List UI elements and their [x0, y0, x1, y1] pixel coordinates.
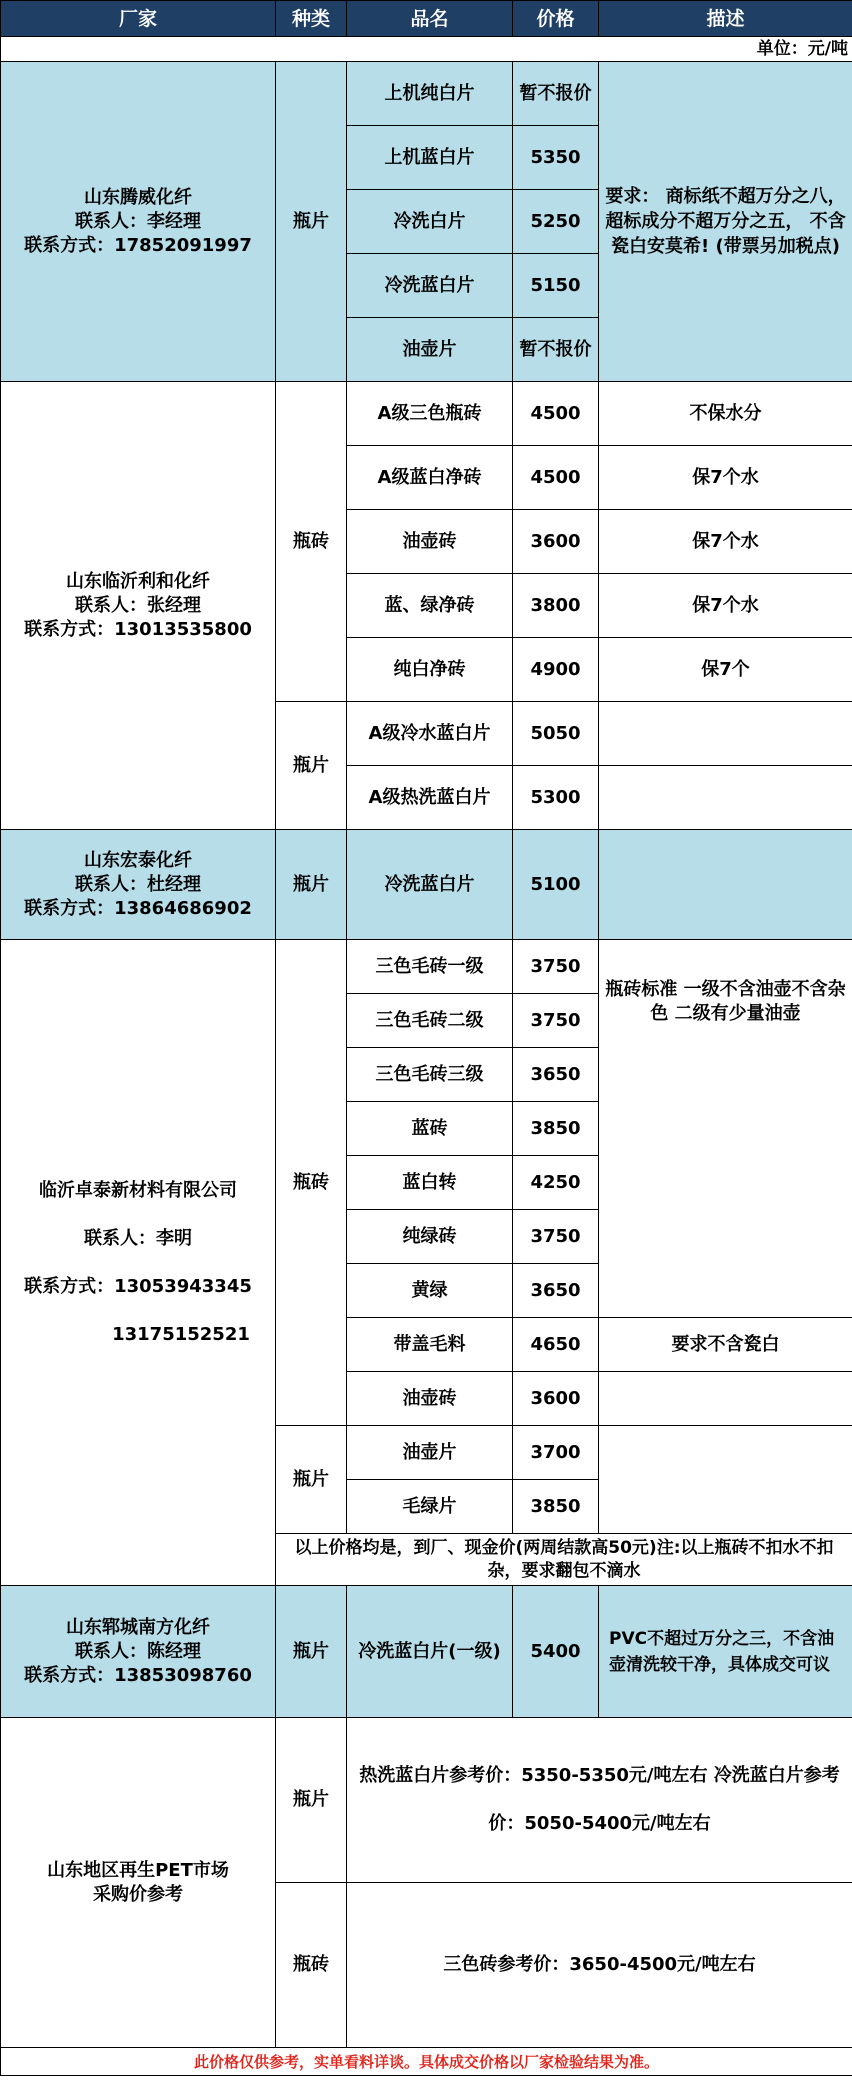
supplier-phone-2: 13175152521: [112, 1323, 250, 1345]
product-name: A级热洗蓝白片: [347, 766, 513, 830]
supplier-info: [1, 830, 276, 940]
product-price: 4500: [513, 382, 599, 446]
supplier-phone: 联系方式：13853098760: [24, 1664, 252, 1686]
product-price: 4250: [513, 1156, 599, 1210]
supplier-info: [1, 940, 276, 1586]
product-desc: 不保水分: [599, 382, 852, 446]
product-name: 纯绿砖: [347, 1210, 513, 1264]
supplier-phone: 联系方式：13013535800: [24, 618, 252, 640]
product-desc: 保7个水: [599, 446, 852, 510]
product-name: 三色毛砖二级: [347, 994, 513, 1048]
table-row: [1, 62, 852, 126]
product-name: 冷洗白片: [347, 190, 513, 254]
product-name: A级三色瓶砖: [347, 382, 513, 446]
table-row: [1, 940, 852, 994]
product-price: 3750: [513, 1210, 599, 1264]
supplier-contact: 联系人：陈经理: [75, 1640, 201, 1662]
product-type: 瓶片: [276, 62, 347, 382]
brick-standard-desc: [599, 940, 852, 1318]
product-name: 冷洗蓝白片: [347, 254, 513, 318]
product-type: 瓶砖: [276, 1883, 347, 2048]
product-price: 3600: [513, 1372, 599, 1426]
header-price: 价格: [513, 1, 599, 37]
product-name: A级冷水蓝白片: [347, 702, 513, 766]
desc-line: 不含瓷白安莫希!: [611, 211, 846, 257]
supplier-phone: 联系方式：13864686902: [24, 897, 252, 919]
product-price: 5250: [513, 190, 599, 254]
product-name: A级蓝白净砖: [347, 446, 513, 510]
desc-line: 二级有少量油壶: [674, 1003, 801, 1024]
supplier-name: 山东临沂利和化纤: [66, 570, 210, 592]
product-type: 瓶砖: [276, 940, 347, 1426]
supplier-info: [1, 382, 276, 830]
supplier-contact: 联系人：李明: [84, 1227, 192, 1249]
supplier-info: [1, 1586, 276, 1718]
product-price: 3650: [513, 1048, 599, 1102]
product-desc: [599, 1372, 852, 1426]
desc-line: 超标成分不超万分之五，: [605, 211, 804, 232]
header-type: 种类: [276, 1, 347, 37]
supplier-name: 山东郓城南方化纤: [66, 1616, 210, 1638]
product-price: 4650: [513, 1318, 599, 1372]
product-price: 3850: [513, 1480, 599, 1534]
product-name: 冷洗蓝白片: [347, 830, 513, 940]
reference-prices: [347, 1883, 852, 2048]
supplier-contact: 联系人：杜经理: [75, 873, 201, 895]
desc-line: (带票另加税点): [715, 236, 840, 257]
product-desc: [599, 702, 852, 766]
market-name: 山东地区再生PET市场: [47, 1859, 229, 1881]
reference-line: 三色砖参考价：3650-4500元/吨左右: [443, 1954, 756, 1975]
product-price: 5300: [513, 766, 599, 830]
product-name: 蓝、绿净砖: [347, 574, 513, 638]
product-price: 3750: [513, 940, 599, 994]
product-desc: 保7个水: [599, 510, 852, 574]
reference-line: 冷洗蓝白片参考价：5050-5400元/吨左右: [488, 1765, 840, 1834]
product-desc: [599, 766, 852, 830]
desc-line: 商标纸不超万分之八，: [665, 186, 846, 207]
supplier-info: [1, 62, 276, 382]
product-price: 5050: [513, 702, 599, 766]
product-name: 上机蓝白片: [347, 126, 513, 190]
supplier-phone: 联系方式：13053943345: [24, 1275, 252, 1297]
product-name: 三色毛砖三级: [347, 1048, 513, 1102]
product-type: 瓶片: [276, 830, 347, 940]
supplier-name: 山东宏泰化纤: [84, 849, 192, 871]
product-name: 蓝砖: [347, 1102, 513, 1156]
price-terms-note: 以上价格均是，到厂、现金价(两周结款高50元)注:以上瓶砖不扣水不扣杂，要求翻包不滴水: [276, 1534, 852, 1586]
disclaimer: 此价格仅供参考，实单看料详谈。具体成交价格以厂家检验结果为准。: [1, 2048, 852, 2076]
product-desc: [599, 830, 852, 940]
product-type: 瓶片: [276, 702, 347, 830]
product-desc: 保7个: [599, 638, 852, 702]
desc-line: 要求：: [605, 186, 660, 207]
table-row: [1, 382, 852, 446]
supplier-phone: 联系方式：17852091997: [24, 234, 252, 256]
product-price: 5350: [513, 126, 599, 190]
product-desc: [599, 1426, 852, 1534]
market-reference-title: [1, 1718, 276, 2048]
product-name: 油壶砖: [347, 510, 513, 574]
reference-line: 热洗蓝白片参考价：5350-5350元/吨左右: [359, 1765, 708, 1786]
product-price: 5150: [513, 254, 599, 318]
header-factory: 厂家: [1, 1, 276, 37]
product-name: 纯白净砖: [347, 638, 513, 702]
product-price: 暂不报价: [513, 318, 599, 382]
product-name: 油壶片: [347, 1426, 513, 1480]
product-price: 4900: [513, 638, 599, 702]
desc-line: 一级不含油壶不含杂色: [650, 979, 846, 1024]
supplier-contact: 联系人：李经理: [75, 210, 201, 232]
product-type: 瓶砖: [276, 382, 347, 702]
header-product: 品名: [347, 1, 513, 37]
product-name: 蓝白转: [347, 1156, 513, 1210]
reference-prices: [347, 1718, 852, 1883]
header-desc: 描述: [599, 1, 852, 37]
product-name: 三色毛砖一级: [347, 940, 513, 994]
supplier-contact: 联系人：张经理: [75, 594, 201, 616]
product-name: 冷洗蓝白片(一级): [347, 1586, 513, 1718]
product-price: 3600: [513, 510, 599, 574]
product-price: 5400: [513, 1586, 599, 1718]
market-subtitle: 采购价参考: [93, 1883, 183, 1905]
supplier-requirements: [599, 62, 852, 382]
product-name: 毛绿片: [347, 1480, 513, 1534]
table-row: [1, 1586, 852, 1718]
product-price: 3650: [513, 1264, 599, 1318]
table-header: [1, 1, 852, 37]
supplier-name: 山东腾威化纤: [84, 186, 192, 208]
product-name: 油壶砖: [347, 1372, 513, 1426]
product-name: 油壶片: [347, 318, 513, 382]
desc-line: 瓶砖标准: [605, 979, 678, 1000]
product-price: 5100: [513, 830, 599, 940]
product-price: 暂不报价: [513, 62, 599, 126]
product-price: 3700: [513, 1426, 599, 1480]
unit-label: 单位：元/吨: [1, 37, 852, 62]
table-row: [1, 1718, 852, 1883]
product-name: 黄绿: [347, 1264, 513, 1318]
product-price: 4500: [513, 446, 599, 510]
product-price: 3750: [513, 994, 599, 1048]
table-row: [1, 830, 852, 940]
supplier-name: 临沂卓泰新材料有限公司: [39, 1179, 237, 1201]
product-type: 瓶片: [276, 1718, 347, 1883]
product-desc: 保7个水: [599, 574, 852, 638]
product-desc: PVC不超过万分之三，不含油壶清洗较干净，具体成交可议: [599, 1586, 852, 1718]
product-price: 3850: [513, 1102, 599, 1156]
product-type: 瓶片: [276, 1426, 347, 1534]
product-name: 上机纯白片: [347, 62, 513, 126]
product-name: 带盖毛料: [347, 1318, 513, 1372]
product-desc: 要求不含瓷白: [599, 1318, 852, 1372]
product-price: 3800: [513, 574, 599, 638]
product-type: 瓶片: [276, 1586, 347, 1718]
